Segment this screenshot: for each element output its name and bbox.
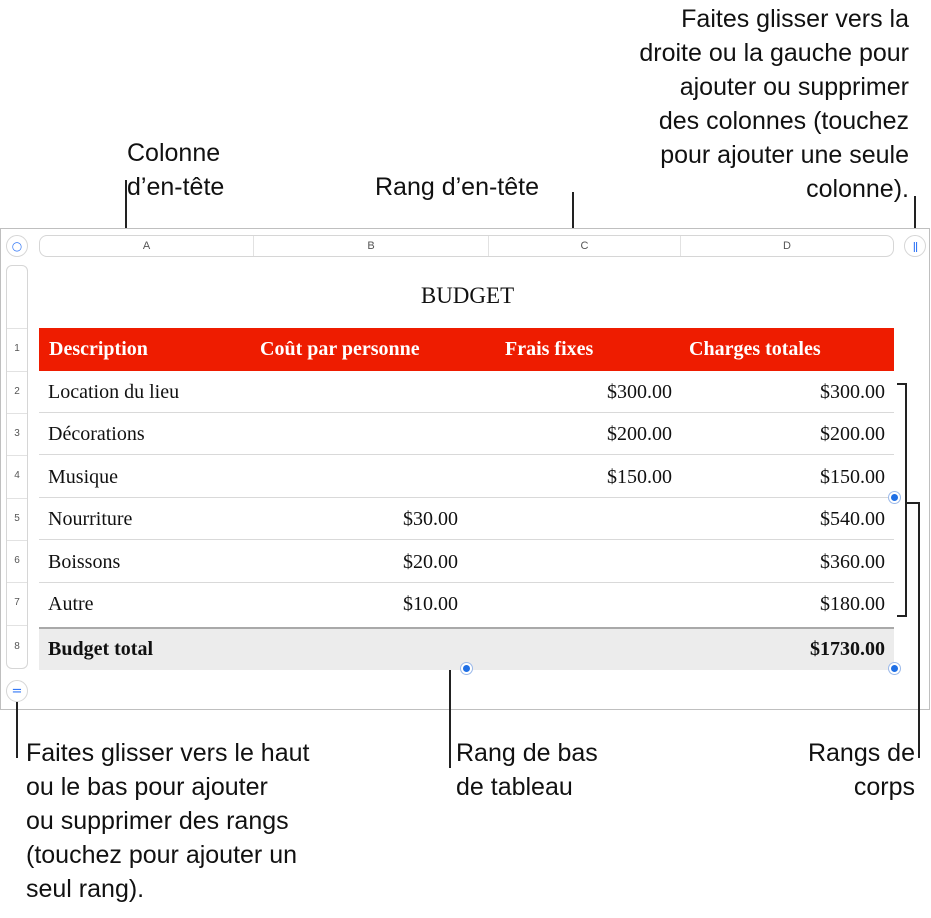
header-cell-description[interactable]: Description — [49, 338, 148, 360]
cell-total-charges[interactable]: $540.00 — [820, 508, 885, 530]
cell-description[interactable]: Musique — [48, 466, 118, 488]
cell-fixed-costs[interactable]: $300.00 — [607, 381, 672, 403]
table-title[interactable]: BUDGET — [420, 283, 515, 308]
column-letter-b[interactable]: B — [367, 240, 375, 252]
cell-fixed-costs[interactable]: $150.00 — [607, 466, 672, 488]
body-rows-bracket — [897, 383, 907, 617]
row-number-4[interactable]: 4 — [14, 470, 20, 481]
callout-body-rows: Rangs de corps — [807, 739, 915, 801]
callout-add-columns: Faites glisser vers la droite ou la gauche pour ajouter ou supprimer des colonnes (touchez pour ajouter une seule colonne). — [639, 5, 909, 203]
row-number-1[interactable]: 1 — [14, 343, 20, 354]
table-row[interactable] — [39, 541, 894, 583]
column-letter-d[interactable]: D — [783, 240, 791, 252]
callout-line-footer-row — [449, 670, 451, 768]
callout-line-add-rows — [16, 702, 18, 758]
column-reference-bar[interactable] — [39, 235, 894, 257]
callout-line-add-columns — [914, 196, 916, 230]
table-row[interactable] — [39, 456, 894, 498]
cell-description[interactable]: Boissons — [48, 551, 121, 573]
cell-description[interactable]: Décorations — [48, 423, 145, 445]
callout-line-body-rows-v — [918, 502, 920, 758]
column-letter-a[interactable]: A — [142, 240, 151, 252]
callout-header-row: Rang d’en-tête — [375, 173, 540, 201]
table-row[interactable] — [39, 498, 894, 540]
cell-description[interactable]: Autre — [48, 593, 94, 615]
circle-icon[interactable]: ○ — [6, 235, 28, 257]
cell-total-charges[interactable]: $150.00 — [820, 466, 885, 488]
row-reference-bar[interactable] — [6, 265, 28, 669]
table-row[interactable] — [39, 583, 894, 625]
row-handle-icon[interactable]: = — [6, 680, 28, 702]
row-number-2[interactable]: 2 — [14, 386, 20, 397]
cell-cost-per-person[interactable]: $20.00 — [403, 551, 458, 573]
cell-description[interactable]: Location du lieu — [48, 381, 180, 403]
cell-cost-per-person[interactable]: $10.00 — [403, 593, 458, 615]
cell-cost-per-person[interactable]: $30.00 — [403, 508, 458, 530]
cell-total-charges[interactable]: $200.00 — [820, 423, 885, 445]
table-row[interactable] — [39, 371, 894, 413]
resize-handle-corner[interactable] — [889, 663, 900, 674]
row-number-5[interactable]: 5 — [14, 513, 20, 524]
cell-description[interactable]: Nourriture — [48, 508, 133, 530]
footer-cell-label[interactable]: Budget total — [48, 638, 153, 660]
cell-total-charges[interactable]: $180.00 — [820, 593, 885, 615]
header-cell-total-charges[interactable]: Charges totales — [689, 338, 821, 360]
callout-footer-row: Rang de bas de tableau — [456, 739, 598, 801]
table-header-row[interactable] — [39, 328, 894, 371]
header-cell-fixed-costs[interactable]: Frais fixes — [505, 338, 594, 360]
callout-add-rows: Faites glisser vers le haut ou le bas pour ajouter ou supprimer des rangs (touchez pour ajouter un seul rang). — [26, 739, 310, 903]
row-number-6[interactable]: 6 — [14, 555, 20, 566]
resize-handle-bottom[interactable] — [461, 663, 472, 674]
header-cell-cost-per-person[interactable]: Coût par personne — [260, 338, 420, 360]
cell-total-charges[interactable]: $360.00 — [820, 551, 885, 573]
table-row[interactable] — [39, 413, 894, 455]
row-number-8[interactable]: 8 — [14, 641, 20, 652]
cell-fixed-costs[interactable]: $200.00 — [607, 423, 672, 445]
footer-cell-total[interactable]: $1730.00 — [810, 638, 885, 660]
cell-total-charges[interactable]: $300.00 — [820, 381, 885, 403]
column-letter-c[interactable]: C — [580, 240, 589, 252]
row-number-7[interactable]: 7 — [14, 597, 20, 608]
column-handle-icon[interactable]: ǁ — [904, 235, 926, 257]
callout-header-column: Colonne d’en-tête — [127, 139, 225, 201]
row-number-3[interactable]: 3 — [14, 428, 20, 439]
